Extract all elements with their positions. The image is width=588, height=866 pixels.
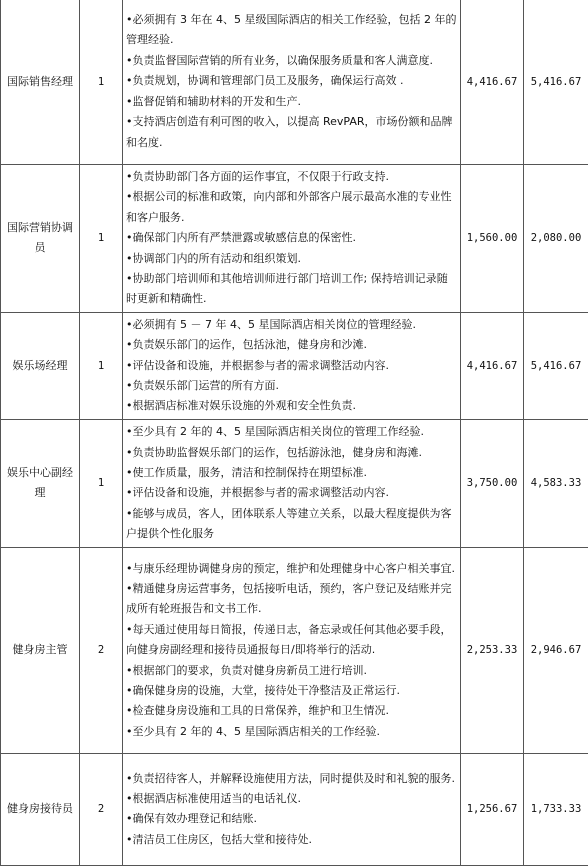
duty-item: • 根据酒店标准使用适当的电话礼仪. — [126, 789, 457, 809]
duty-item: • 根据公司的标准和政策，向内部和外部客户展示最高水准的专业性和客户服务. — [126, 187, 457, 228]
headcount: 1 — [80, 312, 123, 419]
duties-cell — [123, 753, 461, 865]
duty-item: • 根据酒店标准对娱乐设施的外观和安全性负责. — [126, 396, 457, 416]
duties-cell — [123, 0, 461, 165]
headcount: 2 — [80, 753, 123, 865]
duties-cell — [123, 419, 461, 547]
salary-low: 4,416.67 — [461, 312, 524, 419]
duty-item: • 负责规划，协调和管理部门员工及服务，确保运行高效 . — [126, 71, 457, 91]
salary-high: 2,080.00 — [524, 165, 588, 313]
duty-item: • 根据部门的要求，负责对健身房新员工进行培训. — [126, 661, 457, 681]
duty-item: • 负责协助部门各方面的运作事宜，不仅限于行政支持. — [126, 167, 457, 187]
duty-item: • 必须拥有 5 － 7 年 4、5 星国际酒店相关岗位的管理经验. — [126, 315, 457, 335]
duty-item: • 与康乐经理协调健身房的预定，维护和处理健身中心客户相关事宜. — [126, 559, 457, 579]
headcount: 1 — [80, 419, 123, 547]
salary-high: 1,733.33 — [524, 753, 588, 865]
headcount: 1 — [80, 165, 123, 313]
duties-cell — [123, 547, 461, 753]
duty-item: • 使工作质量，服务，清洁和控制保持在期望标准. — [126, 463, 457, 483]
headcount: 1 — [80, 0, 123, 165]
salary-high: 4,583.33 — [524, 419, 588, 547]
duty-item: • 必须拥有 3 年在 4、5 星级国际酒店的相关工作经验，包括 2 年的管理经验. — [126, 10, 457, 51]
job-title: 健身房主管 — [1, 547, 80, 753]
duty-item: • 负责监督国际营销的所有业务，以确保服务质量和客人满意度. — [126, 51, 457, 71]
salary-high: 5,416.67 — [524, 312, 588, 419]
duty-item: • 负责娱乐部门运营的所有方面. — [126, 376, 457, 396]
duties-cell — [123, 312, 461, 419]
job-title: 国际销售经理 — [1, 0, 80, 165]
salary-low: 3,750.00 — [461, 419, 524, 547]
duty-item: • 确保健身房的设施，大堂，接待处干净整洁及正常运行. — [126, 681, 457, 701]
salary-low: 1,560.00 — [461, 165, 524, 313]
table-row — [1, 312, 588, 419]
headcount: 2 — [80, 547, 123, 753]
duty-item: • 每天通过使用每日简报，传递日志，备忘录或任何其他必要手段，向健身房副经理和接待员通报每日/即将举行的活动. — [126, 620, 457, 661]
duty-item: • 检查健身房设施和工具的日常保养，维护和卫生情况. — [126, 701, 457, 721]
job-title: 健身房接待员 — [1, 753, 80, 865]
duty-item: • 精通健身房运营事务，包括接听电话，预约，客户登记及结账并完成所有轮班报告和文书工作. — [126, 579, 457, 620]
duty-item: • 能够与成员，客人，团体联系人等建立关系，以最大程度提供为客户提供个性化服务 — [126, 504, 457, 545]
duties-cell — [123, 165, 461, 313]
salary-high: 5,416.67 — [524, 0, 588, 165]
duty-item: • 清洁员工住房区，包括大堂和接待处. — [126, 830, 457, 850]
duty-item: • 评估设备和设施，并根据参与者的需求调整活动内容. — [126, 356, 457, 376]
duty-item: • 负责娱乐部门的运作，包括泳池，健身房和沙滩. — [126, 335, 457, 355]
duty-item: • 协调部门内的所有活动和组织策划. — [126, 249, 457, 269]
duty-item: • 评估设备和设施，并根据参与者的需求调整活动内容. — [126, 483, 457, 503]
table-row — [1, 753, 588, 865]
duty-item: • 监督促销和辅助材料的开发和生产. — [126, 92, 457, 112]
table-row — [1, 165, 588, 313]
table-row — [1, 547, 588, 753]
salary-low: 1,256.67 — [461, 753, 524, 865]
duty-item: • 负责招待客人，并解释设施使用方法，同时提供及时和礼貌的服务. — [126, 769, 457, 789]
job-title: 娱乐中心副经理 — [1, 419, 80, 547]
salary-high: 2,946.67 — [524, 547, 588, 753]
duty-item: • 协助部门培训师和其他培训师进行部门培训工作; 保持培训记录随时更新和精确性. — [126, 269, 457, 310]
job-title: 娱乐场经理 — [1, 312, 80, 419]
salary-low: 2,253.33 — [461, 547, 524, 753]
duty-item: • 确保部门内所有严禁泄露或敏感信息的保密性. — [126, 228, 457, 248]
duty-item: • 至少具有 2 年的 4、5 星国际酒店相关岗位的管理工作经验. — [126, 422, 457, 442]
table-row — [1, 419, 588, 547]
salary-low: 4,416.67 — [461, 0, 524, 165]
job-title: 国际营销协调员 — [1, 165, 80, 313]
duty-item: • 支持酒店创造有利可图的收入，以提高 RevPAR，市场份额和品牌和名度. — [126, 112, 457, 153]
duty-item: • 至少具有 2 年的 4、5 星国际酒店相关的工作经验. — [126, 722, 457, 742]
table-row — [1, 0, 588, 165]
duty-item: • 确保有效办理登记和结账. — [126, 809, 457, 829]
duty-item: • 负责协助监督娱乐部门的运作，包括游泳池，健身房和海滩. — [126, 443, 457, 463]
table-body — [1, 0, 588, 865]
